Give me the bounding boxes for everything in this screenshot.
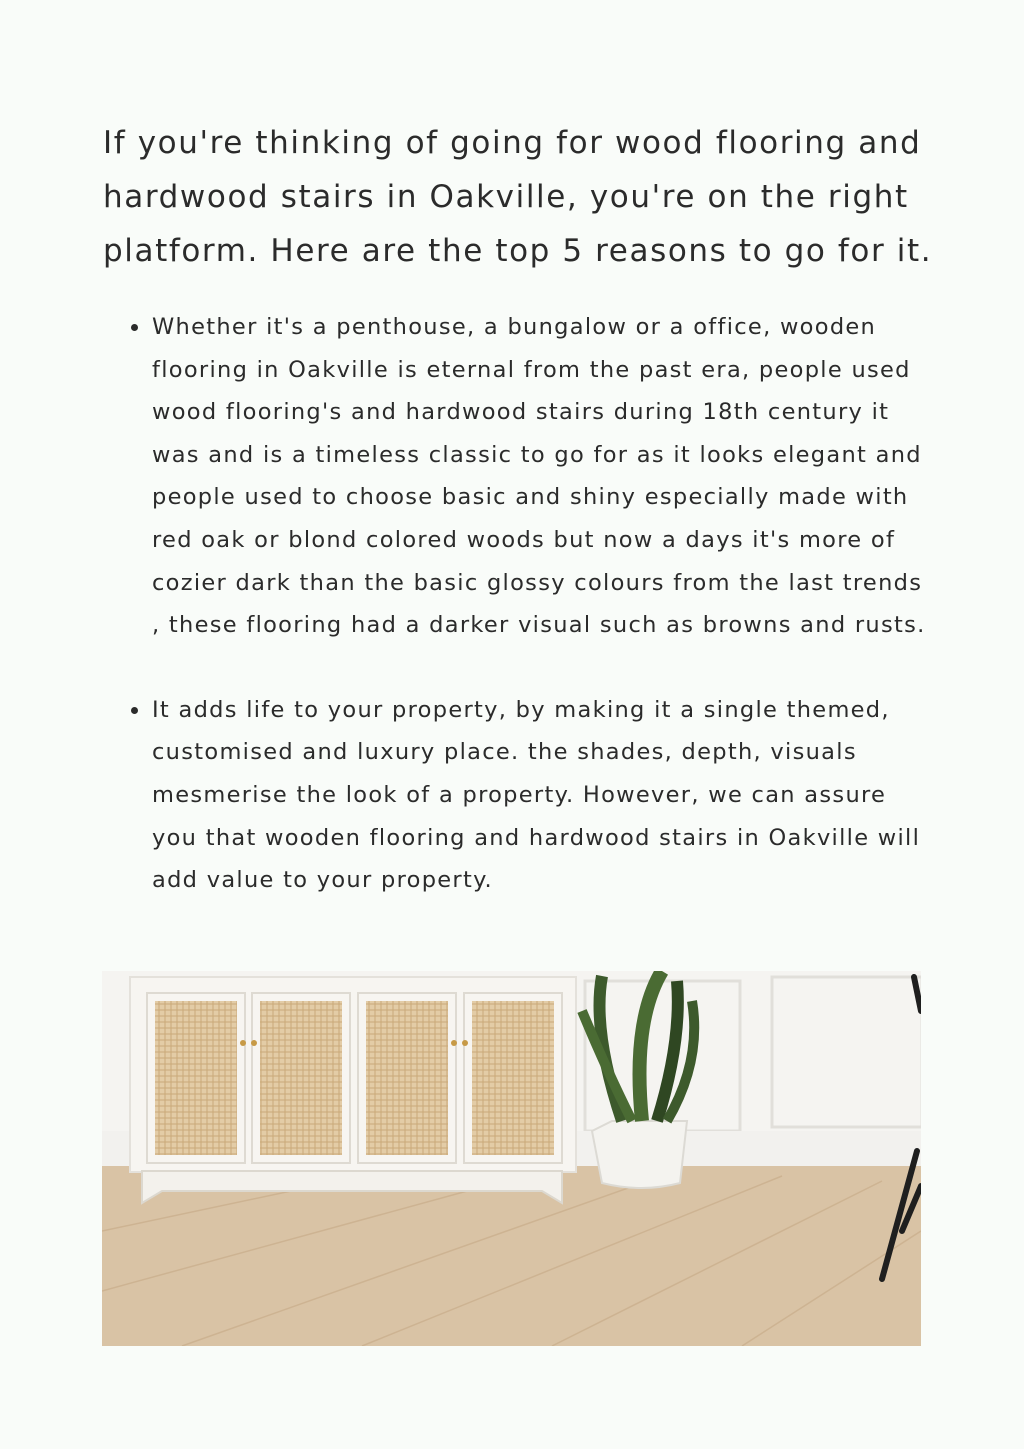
reasons-list xyxy=(152,306,927,944)
list-item xyxy=(152,306,927,647)
bullet-icon xyxy=(131,707,138,714)
cabinet xyxy=(130,977,576,1203)
reason-text: It adds life to your property, by making it a single themed, customised and luxury place. the shades, depth, visuals mesmerise the look of a property. However, we can assure you that wooden flooring and hardwood stairs in Oakville will add value to your property. xyxy=(152,696,921,894)
floor xyxy=(102,1166,921,1346)
bullet-icon xyxy=(131,324,138,331)
room-illustration xyxy=(102,971,921,1346)
room-photo xyxy=(102,971,921,1346)
intro-paragraph: If you're thinking of going for wood flooring and hardwood stairs in Oakville, you're on the right platform. Here are the top 5 reasons to go for it. xyxy=(103,125,933,269)
list-item xyxy=(152,689,927,902)
reason-text: Whether it's a penthouse, a bungalow or a office, wooden flooring in Oakville is eternal from the past era, people used wood flooring's and hardwood stairs during 18th century it was and is a timeless classic to go for as it looks elegant and people used to choose basic and shiny especially made with red oak or blond colored woods but now a days it's more of cozier dark than the basic glossy colours from the last trends , these flooring had a darker visual such as browns and rusts. xyxy=(152,314,926,639)
